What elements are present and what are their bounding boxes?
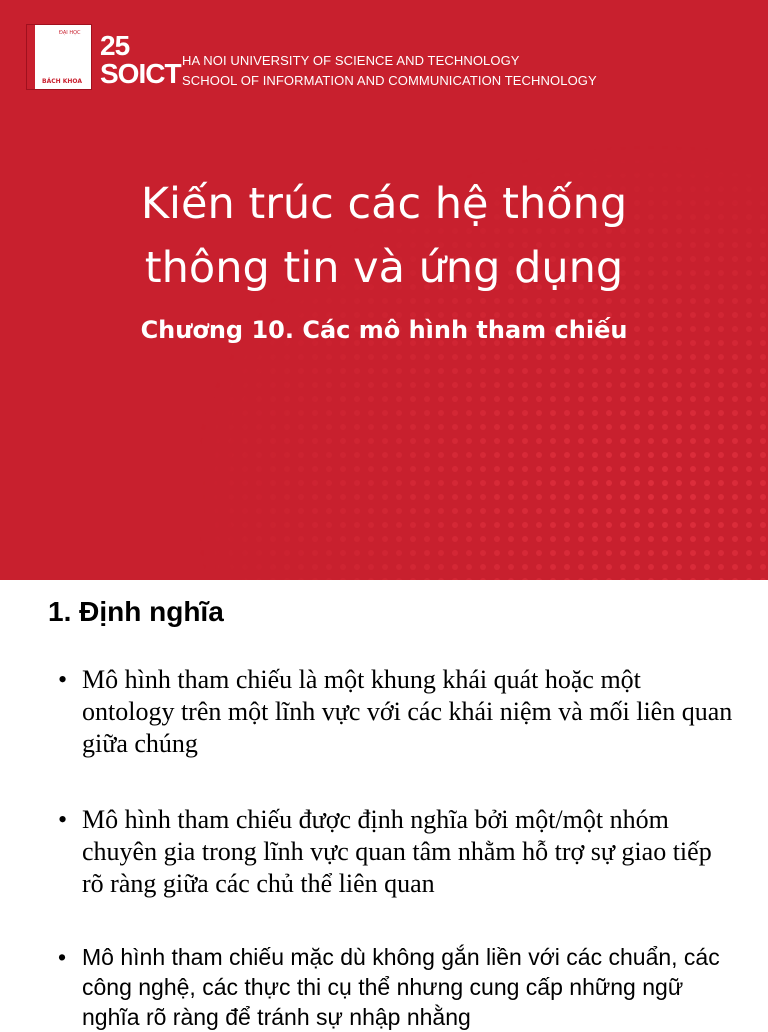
school-name: SCHOOL OF INFORMATION AND COMMUNICATION TECHNOLOGY (182, 73, 597, 88)
soict-logo (100, 30, 181, 90)
bullet-item (58, 942, 738, 1032)
bullet-glyph: • (58, 805, 68, 834)
slide-subtitle: Chương 10. Các mô hình tham chiếu (140, 316, 628, 344)
bullet-item (58, 804, 738, 900)
definition-slide (0, 580, 768, 1030)
university-name: HA NOI UNIVERSITY OF SCIENCE AND TECHNOLOGY (182, 53, 520, 68)
anniversary-number: 25 (100, 30, 130, 61)
bullet-glyph: • (58, 665, 68, 694)
section-heading: 1. Định nghĩa (48, 596, 224, 627)
bullet-text: Mô hình tham chiếu là một khung khái quát hoặc một ontology trên một lĩnh vực với các khái niệm và mối liên quan giữa chúng (82, 665, 733, 758)
slide-title (0, 172, 768, 300)
bullet-item (58, 664, 738, 760)
slide-title-line2: thông tin và ứng dụng (144, 243, 624, 293)
bullet-text: Mô hình tham chiếu được định nghĩa bởi một/một nhóm chuyên gia trong lĩnh vực quan tâm nhằm hỗ trợ sự giao tiếp rõ ràng giữa các chủ thể liên quan (82, 805, 712, 898)
bullet-text: Mô hình tham chiếu mặc dù không gắn liền với các chuẩn, các công nghệ, các thực thi cụ thể nhưng cung cấp những ngữ nghĩa rõ ràng để tránh sự nhập nhằng (82, 944, 720, 1030)
logo-top-text: ĐẠI HỌC (59, 30, 81, 36)
slide-title-line1: Kiến trúc các hệ thống (140, 179, 628, 229)
logo-bottom-text: BÁCH KHOA (42, 78, 82, 85)
soict-wordmark: SOICT (100, 58, 181, 89)
bullet-glyph: • (58, 944, 67, 970)
university-logo (26, 24, 92, 90)
